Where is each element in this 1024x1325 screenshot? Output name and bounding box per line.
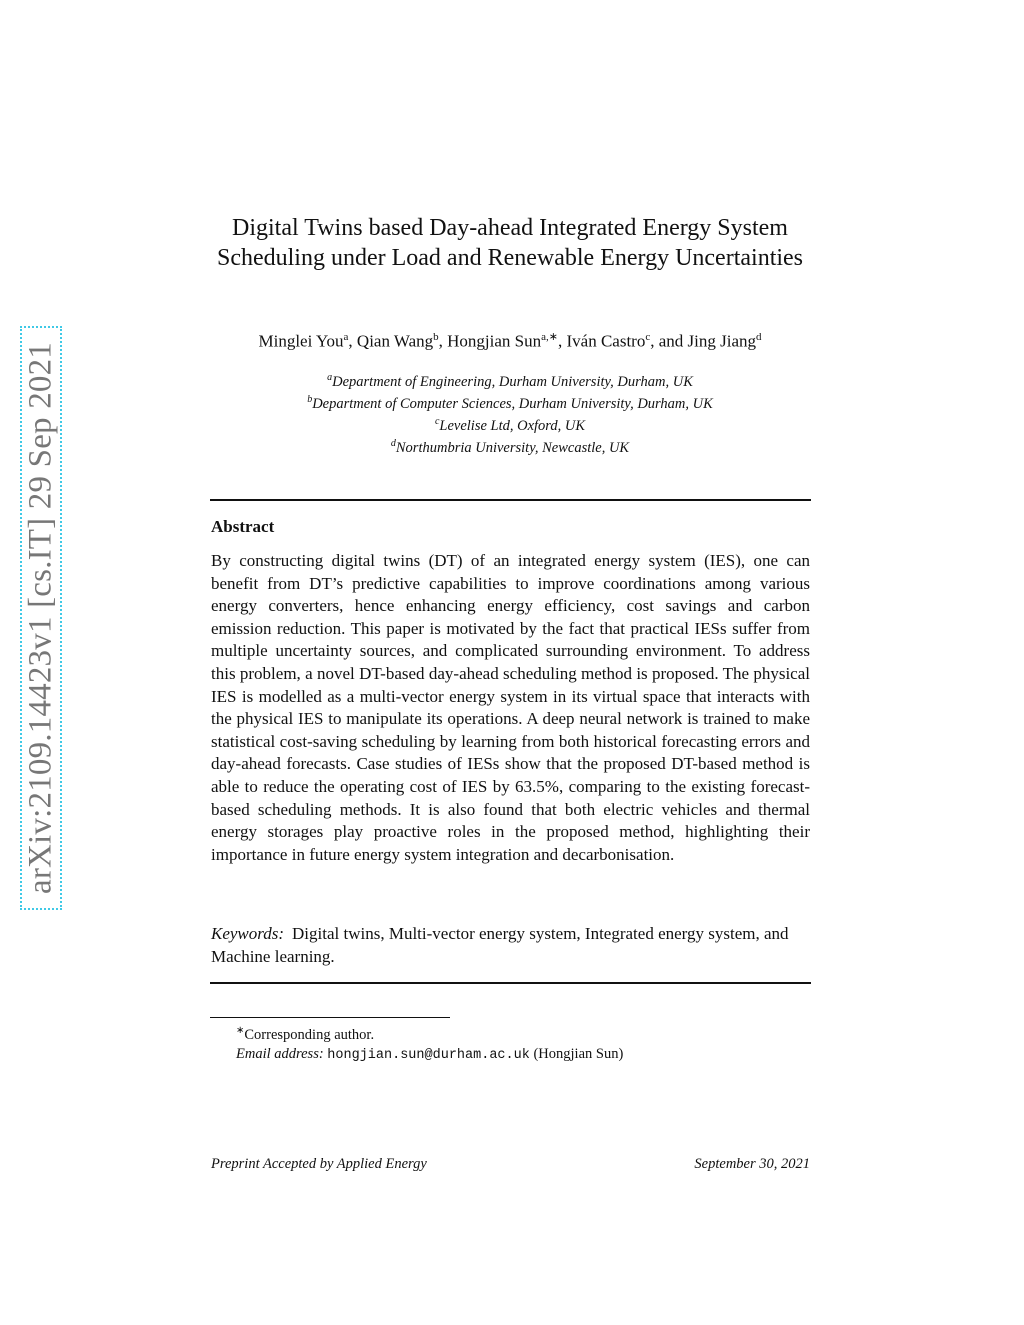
author-separator: , xyxy=(348,331,357,351)
author-list xyxy=(210,330,810,352)
affiliation-text: Department of Computer Sciences, Durham University, Durham, UK xyxy=(312,395,713,412)
email-label: Email address: xyxy=(236,1045,324,1062)
keywords-label: Keywords: xyxy=(211,924,285,943)
bottom-rule xyxy=(210,982,811,984)
arxiv-stamp xyxy=(20,326,62,910)
author-affil-mark: a xyxy=(343,331,349,343)
affiliation xyxy=(210,413,810,435)
affiliation-text: Northumbria University, Newcastle, UK xyxy=(395,440,630,457)
abstract-body: By constructing digital twins (DT) of an integrated energy system (IES), one can benefit from DT’s predictive capabilities to improve coordinations among various energy converters, hence enhancing energy efficiency, cost savings and carbon emission reduction. This paper is motivated by the fact that practical IESs suffer from multiple uncertainty sources, and complicated surrounding environment. To address this problem, a novel DT-based day-ahead scheduling method is proposed. The physical IES is modelled as a multi-vector energy system in its virtual space that interacts with the physical IES to manipulate its operations. A deep neural network is trained to make statistical cost-saving scheduling by learning from both historical forecasting errors and day-ahead forecasts. Case studies of IESs show that the proposed DT-based method is able to reduce the operating cost of IES by 63.5%, comparing to the existing forecast-based scheduling methods. It is also found that both electric vehicles and thermal energy storages play proactive roles in the proposed method, highlighting their importance in future energy system integration and decarbonisation. xyxy=(211,551,810,864)
author-name: Jing Jiang xyxy=(687,331,756,351)
affiliation xyxy=(210,369,810,391)
footer-journal: Preprint Accepted by Applied Energy xyxy=(211,1156,427,1172)
arxiv-stamp-text: arXiv:2109.14423v1 [cs.IT] 29 Sep 2021 xyxy=(22,341,59,895)
affiliation-list xyxy=(210,369,810,458)
affiliation-mark: c xyxy=(434,416,440,428)
affiliation-mark: b xyxy=(307,394,313,406)
footnote-rule xyxy=(210,1017,450,1018)
author-affil-mark: a,∗ xyxy=(541,331,558,343)
author-name: Qian Wang xyxy=(356,331,434,351)
paper-title: Digital Twins based Day-ahead Integrated Energy System Scheduling under Load and Renewable Energy Uncertainties xyxy=(216,215,804,271)
footer-date: September 30, 2021 xyxy=(694,1156,810,1172)
author-name: Iván Castro xyxy=(566,331,646,351)
footnote-marker: ∗ xyxy=(236,1025,245,1036)
abstract-heading: Abstract xyxy=(211,517,275,536)
author-affil-mark: c xyxy=(645,331,651,343)
affiliation-text: Department of Engineering, Durham University, Durham, UK xyxy=(332,373,693,390)
author-separator: , and xyxy=(650,331,688,351)
affiliation-text: Levelise Ltd, Oxford, UK xyxy=(439,418,586,435)
corresponding-author-text: Corresponding author. xyxy=(244,1026,375,1043)
author-separator: , xyxy=(438,331,448,351)
footnote xyxy=(236,1021,623,1065)
author-name: Minglei You xyxy=(258,331,344,351)
affiliation xyxy=(210,391,810,413)
author-name: Hongjian Sun xyxy=(447,331,542,351)
author-affil-mark: d xyxy=(756,331,762,343)
corresponding-author-note xyxy=(236,1021,623,1045)
top-rule xyxy=(210,499,811,501)
affiliation xyxy=(210,435,810,457)
email-link[interactable]: hongjian.sun@durham.ac.uk xyxy=(327,1047,530,1063)
keywords-text: Digital twins, Multi-vector energy system, Integrated energy system, and Machine learning. xyxy=(211,924,789,966)
affiliation-mark: d xyxy=(390,438,396,450)
email-line xyxy=(236,1045,623,1065)
keywords xyxy=(211,923,810,968)
author-separator: , xyxy=(557,331,567,351)
author-affil-mark: b xyxy=(433,331,439,343)
email-owner: (Hongjian Sun) xyxy=(533,1045,624,1062)
affiliation-mark: a xyxy=(327,372,333,383)
